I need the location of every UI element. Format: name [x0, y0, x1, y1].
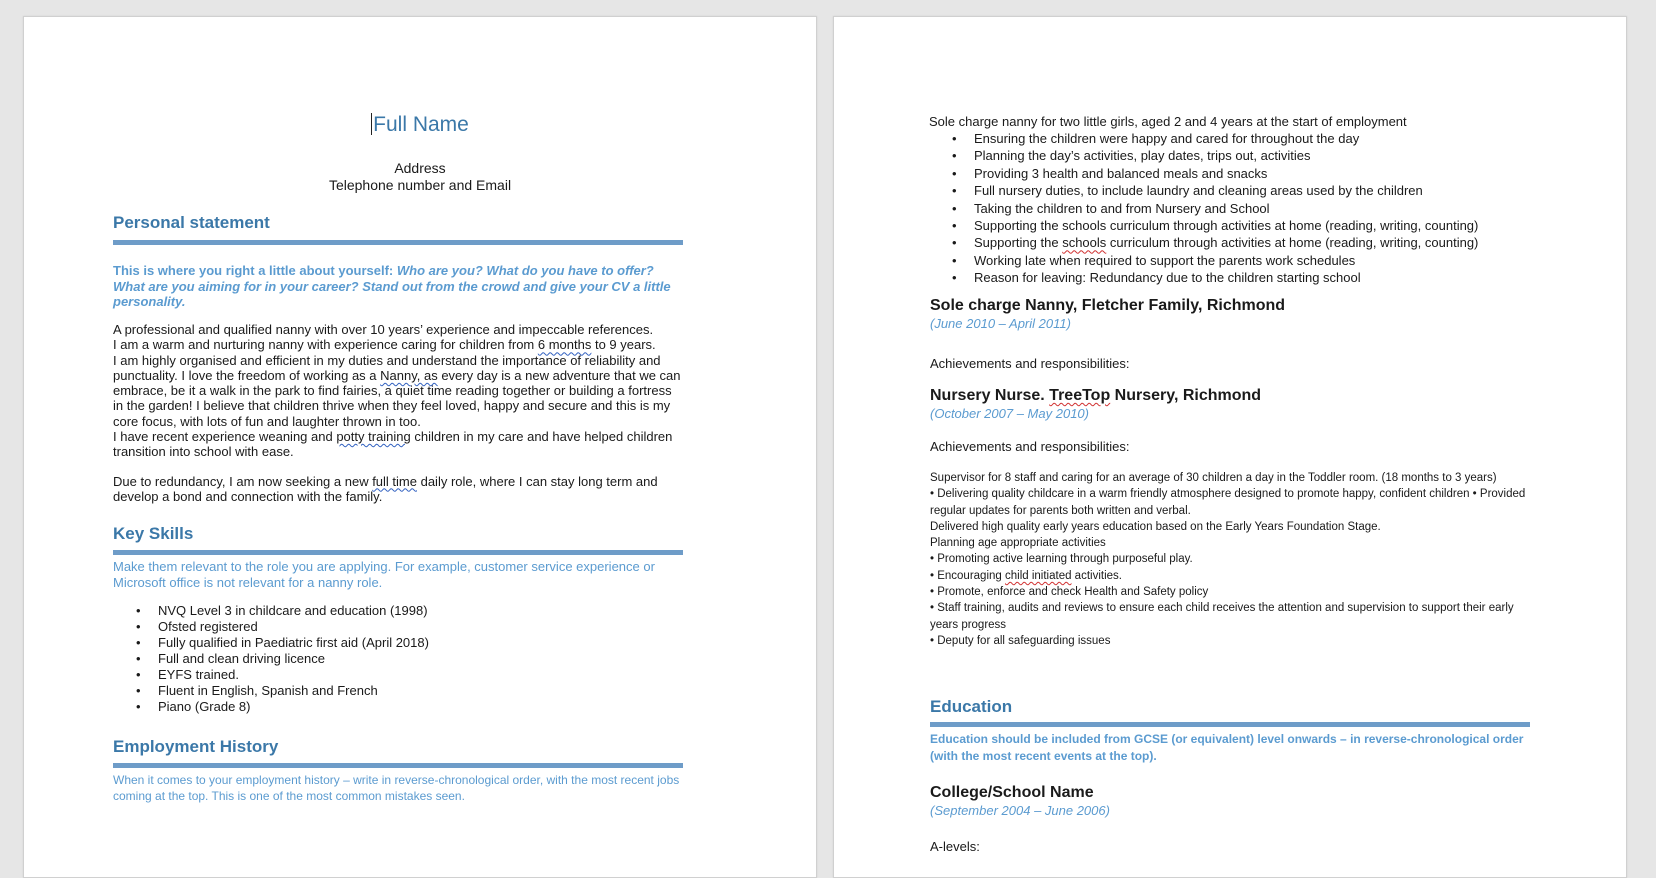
bullet-icon: • — [952, 148, 957, 164]
personal-statement-hint[interactable]: This is where you right a little about yourself: Who are you? What do you have to offer? What are you aiming for in your career? Stand out from the crowd and give your CV a little personality. — [113, 263, 671, 309]
bullet-icon: • — [952, 183, 957, 199]
key-skills-hint[interactable]: Make them relevant to the role you are applying. For example, customer service experience or Microsoft office is not relevant for a nanny role. — [113, 559, 655, 590]
duty-item: • Supporting the schools curriculum through activities at home (reading, writing, counting) — [952, 235, 1479, 251]
employment-history-heading[interactable]: Employment History — [113, 737, 279, 756]
bullet-icon: • — [136, 603, 141, 618]
bullet-icon: • — [136, 667, 141, 682]
job-dates[interactable]: (October 2007 – May 2010) — [930, 406, 1089, 421]
duty-item: • Providing 3 health and balanced meals and snacks — [952, 165, 1268, 181]
document-page-2[interactable] — [833, 16, 1627, 878]
duty-item: • Working late when required to support the parents work schedules — [952, 252, 1356, 268]
duty-item: • Planning the day’s activities, play dates, trips out, activities — [952, 148, 1311, 164]
duties-list[interactable] — [929, 130, 1569, 287]
personal-statement-body[interactable] — [113, 322, 685, 504]
bullet-icon: • — [952, 165, 957, 181]
statement-paragraph: Due to redundancy, I am now seeking a new full time daily role, where I can stay long term and develop a bond and connection with the family. — [113, 473, 658, 504]
education-heading[interactable]: Education — [930, 697, 1013, 716]
duty-item: • Ensuring the children were happy and cared for throughout the day — [952, 131, 1360, 146]
contact-line: Telephone number and Email — [328, 177, 512, 193]
bullet-icon: • — [136, 699, 141, 714]
full-name-heading[interactable]: Full Name — [373, 113, 469, 136]
duty-item: • Taking the children to and from Nursery and School — [952, 200, 1270, 216]
responsibility-line: Delivered high quality early years education based on the Early Years Foundation Stage. — [930, 520, 1381, 533]
school-name[interactable]: College/School Name — [930, 784, 1094, 801]
key-skills-list[interactable] — [113, 603, 673, 715]
education-hint[interactable]: Education should be included from GCSE (or equivalent) level onwards – in reverse-chronological order (with the most recent events at the top). — [930, 732, 1524, 763]
statement-paragraph: I have recent experience weaning and potty training children in my care and have helped children transition into school with ease. — [113, 429, 673, 460]
employment-intro[interactable]: Sole charge nanny for two little girls, aged 2 and 4 years at the start of employment — [929, 114, 1407, 129]
job-title[interactable]: Sole charge Nanny, Fletcher Family, Richmond — [930, 297, 1286, 314]
bullet-icon: • — [136, 651, 141, 666]
responsibility-line: • Delivering quality childcare in a warm friendly atmosphere designed to promote happy, confident children • Provided regular updates for parents both written and verbal. — [930, 488, 1526, 517]
responsibility-line: • Encouraging child initiated activities. — [930, 569, 1122, 582]
bullet-icon: • — [952, 270, 957, 286]
achievements-label[interactable]: Achievements and responsibilities: — [930, 356, 1130, 371]
duty-item: • Reason for leaving: Redundancy due to the children starting school — [952, 270, 1361, 286]
bullet-icon: • — [952, 200, 957, 216]
job-title[interactable]: Nursery Nurse. TreeTop Nursery, Richmond — [930, 387, 1262, 404]
skill-item: • Piano (Grade 8) — [136, 699, 251, 714]
achievements-label[interactable]: Achievements and responsibilities: — [930, 439, 1130, 454]
responsibility-line: • Promoting active learning through purposeful play. — [930, 553, 1193, 566]
responsibility-line: • Deputy for all safeguarding issues — [930, 634, 1111, 647]
responsibility-line: • Promote, enforce and check Health and Safety policy — [930, 586, 1209, 599]
text-cursor — [371, 113, 372, 135]
statement-paragraph: I am a warm and nurturing nanny with experience caring for children from 6 months to 9 years. — [113, 337, 656, 353]
skill-item: • Ofsted registered — [136, 619, 258, 634]
responsibility-line: Supervisor for 8 staff and caring for an average of 30 children a day in the Toddler room. (18 months to 3 years) — [930, 472, 1497, 484]
section-divider — [930, 722, 1530, 727]
bullet-icon: • — [952, 252, 957, 268]
job-responsibilities[interactable] — [930, 470, 1535, 649]
section-divider — [113, 240, 683, 245]
bullet-icon: • — [136, 635, 141, 650]
section-divider — [113, 763, 683, 768]
document-page-1[interactable] — [23, 16, 817, 878]
skill-item: • EYFS trained. — [136, 667, 239, 682]
bullet-icon: • — [136, 619, 141, 634]
bullet-icon: • — [136, 683, 141, 698]
duty-item: • Full nursery duties, to include laundry and cleaning areas used by the children — [952, 183, 1423, 199]
job-dates[interactable]: (June 2010 – April 2011) — [930, 316, 1071, 331]
section-divider — [113, 550, 683, 555]
statement-paragraph: A professional and qualified nanny with over 10 years’ experience and impeccable references. — [113, 322, 654, 337]
contact-block[interactable] — [24, 160, 816, 194]
a-levels-label[interactable]: A-levels: — [930, 839, 980, 854]
bullet-icon: • — [952, 235, 957, 251]
bullet-icon: • — [952, 218, 957, 234]
responsibility-line: • Staff training, audits and reviews to ensure each child receives the attention and supervision to support their early years progress — [930, 602, 1514, 631]
school-dates[interactable]: (September 2004 – June 2006) — [930, 803, 1110, 818]
skill-item: • Fluent in English, Spanish and French — [136, 683, 378, 698]
address-line: Address — [394, 160, 446, 176]
statement-paragraph: I am highly organised and efficient in my duties and understand the importance of reliability and punctuality. I love the freedom of working as a Nanny, as every day is a new adventure that we can embrace, be it a walk in the park to find fairies, a quiet time reading together or building a fortress in the garden! I believe that children thrive when they feel loved, happy and secure and this is my core focus, with lots of fun and laughter thrown in too. — [113, 352, 681, 429]
personal-statement-heading[interactable]: Personal statement — [113, 213, 270, 232]
responsibility-line: Planning age appropriate activities — [930, 537, 1106, 550]
skill-item: • Full and clean driving licence — [136, 651, 325, 666]
key-skills-heading[interactable]: Key Skills — [113, 524, 194, 543]
skill-item: • NVQ Level 3 in childcare and education (1998) — [136, 603, 428, 618]
duty-item: • Supporting the schools curriculum through activities at home (reading, writing, counting) — [952, 218, 1479, 234]
skill-item: • Fully qualified in Paediatric first aid (April 2018) — [136, 635, 429, 650]
employment-hint[interactable]: When it comes to your employment history – write in reverse-chronological order, with the most recent jobs coming at the top. This is one of the most common mistakes seen. — [113, 773, 680, 803]
bullet-icon: • — [952, 131, 957, 146]
